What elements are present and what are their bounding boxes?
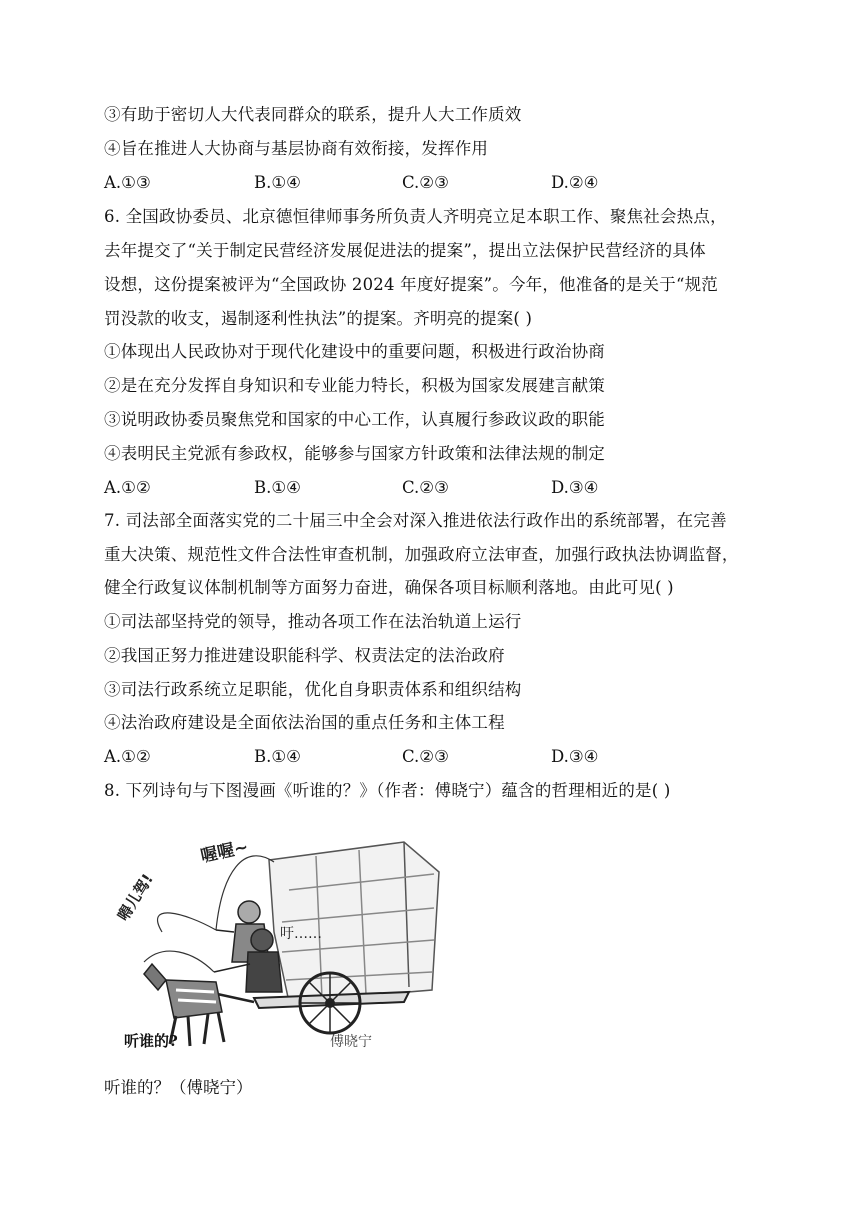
cartoon-title: 听谁的? (124, 1032, 178, 1050)
choice-c: C.②③ (402, 173, 449, 192)
q5-option-3-text: ③有助于密切人大代表同群众的联系，提升人大工作质效 (104, 105, 522, 124)
q6-statement-4: ④表明民主党派有参政权，能够参与国家方针政策和法律法规的制定 (104, 444, 605, 463)
q7-stem-line-1: 7. 司法部全面落实党的二十届三中全会对深入推进依法行政作出的系统部署，在完善 (104, 511, 727, 530)
drivers (214, 901, 282, 992)
q7-statement-1: ①司法部坚持党的领导，推动各项工作在法治轨道上运行 (104, 612, 522, 631)
q5-choices (104, 173, 744, 193)
choice-c: C.②③ (402, 478, 449, 497)
cargo-building (269, 842, 439, 1002)
choice-a: A.①② (104, 478, 151, 497)
q5-option-4-text: ④旨在推进人大协商与基层协商有效衔接，发挥作用 (104, 139, 489, 158)
q8-stem: 8. 下列诗句与下图漫画《听谁的？》（作者：傅晓宁）蕴含的哲理相近的是( ) (104, 781, 671, 800)
q6-statement-3: ③说明政协委员聚焦党和国家的中心工作，认真履行参政议政的职能 (104, 410, 605, 429)
sfx-left: 嘚儿驾! (114, 870, 157, 925)
q6-choices (104, 478, 744, 498)
cartoon-author: 傅晓宁 (330, 1034, 372, 1050)
sfx-top: 喔喔~ (198, 837, 251, 867)
q6-stem-line-3: 设想，这份提案被评为“全国政协 2024 年度好提案”。今年，他准备的是关于“规范 (104, 275, 718, 294)
choice-a: A.①② (104, 747, 151, 766)
choice-c: C.②③ (402, 747, 449, 766)
choice-b: B.①④ (254, 747, 301, 766)
q7-statement-4: ④法治政府建设是全面依法治国的重点任务和主体工程 (104, 713, 505, 732)
q7-stem-line-3: 健全行政复议体制机制等方面努力奋进，确保各项目标顺利落地。由此可见( ) (104, 578, 674, 597)
q6-statement-2: ②是在充分发挥自身知识和专业能力特长，积极为国家发展建言献策 (104, 376, 605, 395)
figure-caption: 听谁的？（傅晓宁） (104, 1078, 253, 1097)
q7-choices (104, 747, 744, 767)
choice-d: D.③④ (551, 747, 599, 766)
choice-b: B.①④ (254, 173, 301, 192)
q6-stem-line-2: 去年提交了“关于制定民营经济发展促进法的提案”，提出立法保护民营经济的具体 (104, 241, 706, 260)
q6-statement-1: ①体现出人民政协对于现代化建设中的重要问题，积极进行政治协商 (104, 342, 605, 361)
choice-a: A.①③ (104, 173, 151, 192)
q6-stem-line-1: 6. 全国政协委员、北京德恒律师事务所负责人齐明亮立足本职工作、聚焦社会热点， (104, 207, 727, 226)
choice-d: D.②④ (551, 173, 599, 192)
q7-stem-line-2: 重大决策、规范性文件合法性审查机制，加强政府立法审查，加强行政执法协调监督， (104, 545, 739, 564)
cartoon-image (104, 812, 446, 1060)
choice-d: D.③④ (551, 478, 599, 497)
q7-statement-3: ③司法行政系统立足职能，优化自身职责体系和组织结构 (104, 680, 522, 699)
q7-statement-2: ②我国正努力推进建设职能科学、权责法定的法治政府 (104, 646, 505, 665)
sfx-mid: 吁…… (280, 926, 322, 942)
choice-b: B.①④ (254, 478, 301, 497)
q6-stem-line-4: 罚没款的收支，遏制逐利性执法”的提案。齐明亮的提案( ) (104, 309, 533, 328)
